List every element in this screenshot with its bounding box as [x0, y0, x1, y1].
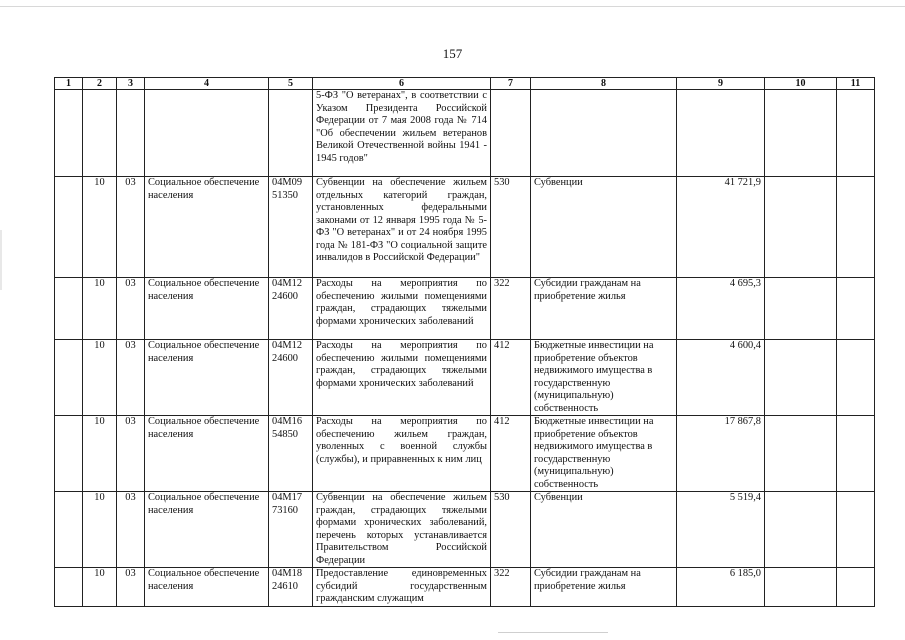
- amount-cell: 41 721,9: [677, 177, 765, 278]
- type-code-cell: 412: [491, 416, 531, 492]
- section-cell: 10: [83, 416, 117, 492]
- amount-cell: 6 185,0: [677, 568, 765, 607]
- header-cell: 11: [837, 78, 875, 90]
- table-row: [55, 568, 875, 607]
- header-cell: 10: [765, 78, 837, 90]
- code-cell: 04М12 24600: [269, 340, 313, 416]
- header-cell: 6: [313, 78, 491, 90]
- subsection-cell: 03: [117, 416, 145, 492]
- subsection-cell: 03: [117, 492, 145, 568]
- code-cell: 04М17 73160: [269, 492, 313, 568]
- subsection-cell: 03: [117, 278, 145, 340]
- table-row: [55, 340, 875, 416]
- scan-top-edge: [0, 6, 905, 7]
- type-code-cell: 530: [491, 177, 531, 278]
- header-cell: 2: [83, 78, 117, 90]
- name-cell: Социальное обеспечение населения: [145, 278, 269, 340]
- description-cell: Расходы на мероприятия по обеспечению жилыми помещениями граждан, страдающих тяжелыми формами хронических заболеваний: [313, 340, 491, 416]
- code-cell: 04М18 24610: [269, 568, 313, 607]
- type-name-cell: Субвенции: [531, 177, 677, 278]
- description-cell: Субвенции на обеспечение жильем отдельных категорий граждан, установленных федеральными законами от 12 января 1995 года № 5-ФЗ "О ветеранах" и от 24 ноября 1995 года № 181-ФЗ "О социальной защите инвалидов в Российской Федерации": [313, 177, 491, 278]
- type-name-cell: Субсидии гражданам на приобретение жилья: [531, 568, 677, 607]
- type-code-cell: 412: [491, 340, 531, 416]
- header-row: [55, 78, 875, 90]
- amount-cell: 5 519,4: [677, 492, 765, 568]
- subsection-cell: 03: [117, 340, 145, 416]
- amount-cell: 17 867,8: [677, 416, 765, 492]
- header-cell: 7: [491, 78, 531, 90]
- section-cell: 10: [83, 278, 117, 340]
- budget-table: [54, 77, 875, 607]
- scan-bottom-mark: [498, 632, 608, 633]
- description-cell: Предоставление единовременных субсидий государственным гражданским служащим: [313, 568, 491, 607]
- description-cell: Расходы на мероприятия по обеспечению жильем граждан, уволенных с военной службы (службы), и приравненных к ним лиц: [313, 416, 491, 492]
- table-row: [55, 492, 875, 568]
- name-cell: Социальное обеспечение населения: [145, 177, 269, 278]
- type-name-cell: Бюджетные инвестиции на приобретение объектов недвижимого имущества в государственную (муниципальную) собственность: [531, 340, 677, 416]
- description-cell: Субвенции на обеспечение жильем граждан, страдающих тяжелыми формами хронических заболеваний, перечень которых устанавливается Правительством Российской Федерации: [313, 492, 491, 568]
- header-cell: 1: [55, 78, 83, 90]
- type-code-cell: 322: [491, 568, 531, 607]
- description-cell: Расходы на мероприятия по обеспечению жилыми помещениями граждан, страдающих тяжелыми формами хронических заболеваний: [313, 278, 491, 340]
- section-cell: 10: [83, 568, 117, 607]
- table-row-continuation: [55, 90, 875, 177]
- scan-edge-mark: [0, 230, 2, 290]
- page-number: 157: [442, 46, 463, 61]
- type-name-cell: Субвенции: [531, 492, 677, 568]
- type-code-cell: 322: [491, 278, 531, 340]
- name-cell: Социальное обеспечение населения: [145, 568, 269, 607]
- subsection-cell: 03: [117, 177, 145, 278]
- description-cell: 5-ФЗ "О ветеранах", в соответствии с Указом Президента Российской Федерации от 7 мая 2008 года № 714 "Об обеспечении жильем ветеранов Великой Отечественной войны 1941 - 1945 годов": [313, 90, 491, 177]
- header-cell: 9: [677, 78, 765, 90]
- header-cell: 3: [117, 78, 145, 90]
- subsection-cell: 03: [117, 568, 145, 607]
- code-cell: 04М12 24600: [269, 278, 313, 340]
- header-cell: 5: [269, 78, 313, 90]
- header-cell: 8: [531, 78, 677, 90]
- section-cell: 10: [83, 340, 117, 416]
- table-row: [55, 278, 875, 340]
- type-code-cell: 530: [491, 492, 531, 568]
- name-cell: Социальное обеспечение населения: [145, 340, 269, 416]
- name-cell: Социальное обеспечение населения: [145, 416, 269, 492]
- section-cell: 10: [83, 177, 117, 278]
- header-cell: 4: [145, 78, 269, 90]
- section-cell: 10: [83, 492, 117, 568]
- code-cell: 04М16 54850: [269, 416, 313, 492]
- type-name-cell: Бюджетные инвестиции на приобретение объектов недвижимого имущества в государственную (муниципальную) собственность: [531, 416, 677, 492]
- type-name-cell: Субсидии гражданам на приобретение жилья: [531, 278, 677, 340]
- code-cell: 04М09 51350: [269, 177, 313, 278]
- table-row: [55, 177, 875, 278]
- amount-cell: 4 600,4: [677, 340, 765, 416]
- amount-cell: 4 695,3: [677, 278, 765, 340]
- table-row: [55, 416, 875, 492]
- name-cell: Социальное обеспечение населения: [145, 492, 269, 568]
